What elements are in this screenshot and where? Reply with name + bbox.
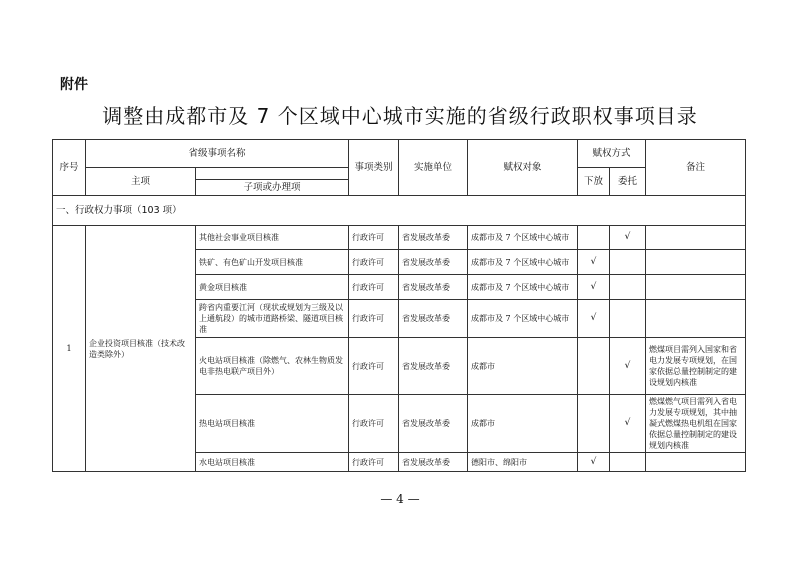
page-number: — 4 — xyxy=(380,492,420,506)
section-heading: 一、行政权力事项（103 项） xyxy=(53,196,746,226)
header-method: 赋权方式 xyxy=(578,140,646,168)
row-unit: 省发展改革委 xyxy=(399,395,468,453)
row-entrust: √ xyxy=(610,338,646,395)
row-target: 成都市及 7 个区域中心城市 xyxy=(468,300,578,338)
row-target: 成都市及 7 个区域中心城市 xyxy=(468,226,578,250)
row-remark xyxy=(646,250,746,275)
header-seq: 序号 xyxy=(53,140,86,196)
header-provincial-item-name: 省级事项名称 xyxy=(86,140,349,168)
header-main-item: 主项 xyxy=(86,168,196,196)
row-delegate-down: √ xyxy=(578,453,610,472)
row-category: 行政许可 xyxy=(349,338,399,395)
row-sub-item: 黄金项目核准 xyxy=(196,275,349,300)
row-entrust xyxy=(610,275,646,300)
row-sub-item: 火电站项目核准（除燃气、农林生物质发电非热电联产项目外） xyxy=(196,338,349,395)
row-remark: 燃煤项目需列入国家和省电力发展专项规划，在国家依据总量控制制定的建设规划内核准 xyxy=(646,338,746,395)
header-unit: 实施单位 xyxy=(399,140,468,196)
group-main-item: 企业投资项目核准（技术改造类除外） xyxy=(86,226,196,472)
row-entrust: √ xyxy=(610,226,646,250)
header-entrust: 委托 xyxy=(610,168,646,196)
row-delegate-down: √ xyxy=(578,250,610,275)
row-entrust xyxy=(610,300,646,338)
row-category: 行政许可 xyxy=(349,275,399,300)
row-unit: 省发展改革委 xyxy=(399,250,468,275)
header-category: 事项类别 xyxy=(349,140,399,196)
row-remark xyxy=(646,453,746,472)
row-category: 行政许可 xyxy=(349,250,399,275)
row-sub-item: 水电站项目核准 xyxy=(196,453,349,472)
row-entrust xyxy=(610,453,646,472)
row-remark xyxy=(646,226,746,250)
row-target: 成都市及 7 个区域中心城市 xyxy=(468,275,578,300)
document-title: 调整由成都市及 7 个区域中心城市实施的省级行政职权事项目录 xyxy=(102,104,698,128)
row-remark: 燃煤燃气项目需列入省电力发展专项规划，其中抽凝式燃煤热电机组在国家依据总量控制制定的建设规划内核准 xyxy=(646,395,746,453)
authority-table xyxy=(52,139,746,472)
row-target: 德阳市、绵阳市 xyxy=(468,453,578,472)
header-sub-item: 子项或办理项 xyxy=(196,180,349,196)
row-sub-item: 跨省内重要江河（现状或规划为三级及以上通航段）的城市道路桥梁、隧道项目核准 xyxy=(196,300,349,338)
row-unit: 省发展改革委 xyxy=(399,300,468,338)
row-unit: 省发展改革委 xyxy=(399,453,468,472)
row-delegate-down xyxy=(578,395,610,453)
row-unit: 省发展改革委 xyxy=(399,226,468,250)
table-row xyxy=(53,226,746,250)
row-category: 行政许可 xyxy=(349,226,399,250)
row-target: 成都市及 7 个区域中心城市 xyxy=(468,250,578,275)
row-delegate-down: √ xyxy=(578,275,610,300)
row-remark xyxy=(646,275,746,300)
row-entrust xyxy=(610,250,646,275)
row-delegate-down xyxy=(578,226,610,250)
header-delegate-down: 下放 xyxy=(578,168,610,196)
row-target: 成都市 xyxy=(468,338,578,395)
row-remark xyxy=(646,300,746,338)
row-category: 行政许可 xyxy=(349,395,399,453)
row-sub-item: 铁矿、有色矿山开发项目核准 xyxy=(196,250,349,275)
group-seq: 1 xyxy=(53,226,86,472)
row-unit: 省发展改革委 xyxy=(399,275,468,300)
header-target: 赋权对象 xyxy=(468,140,578,196)
row-category: 行政许可 xyxy=(349,453,399,472)
row-entrust: √ xyxy=(610,395,646,453)
row-target: 成都市 xyxy=(468,395,578,453)
row-category: 行政许可 xyxy=(349,300,399,338)
row-delegate-down: √ xyxy=(578,300,610,338)
row-sub-item: 其他社会事业项目核准 xyxy=(196,226,349,250)
row-delegate-down xyxy=(578,338,610,395)
header-sub-spacer xyxy=(196,168,349,180)
header-remarks: 备注 xyxy=(646,140,746,196)
row-unit: 省发展改革委 xyxy=(399,338,468,395)
row-sub-item: 热电站项目核准 xyxy=(196,395,349,453)
attachment-label: 附件 xyxy=(60,77,88,93)
